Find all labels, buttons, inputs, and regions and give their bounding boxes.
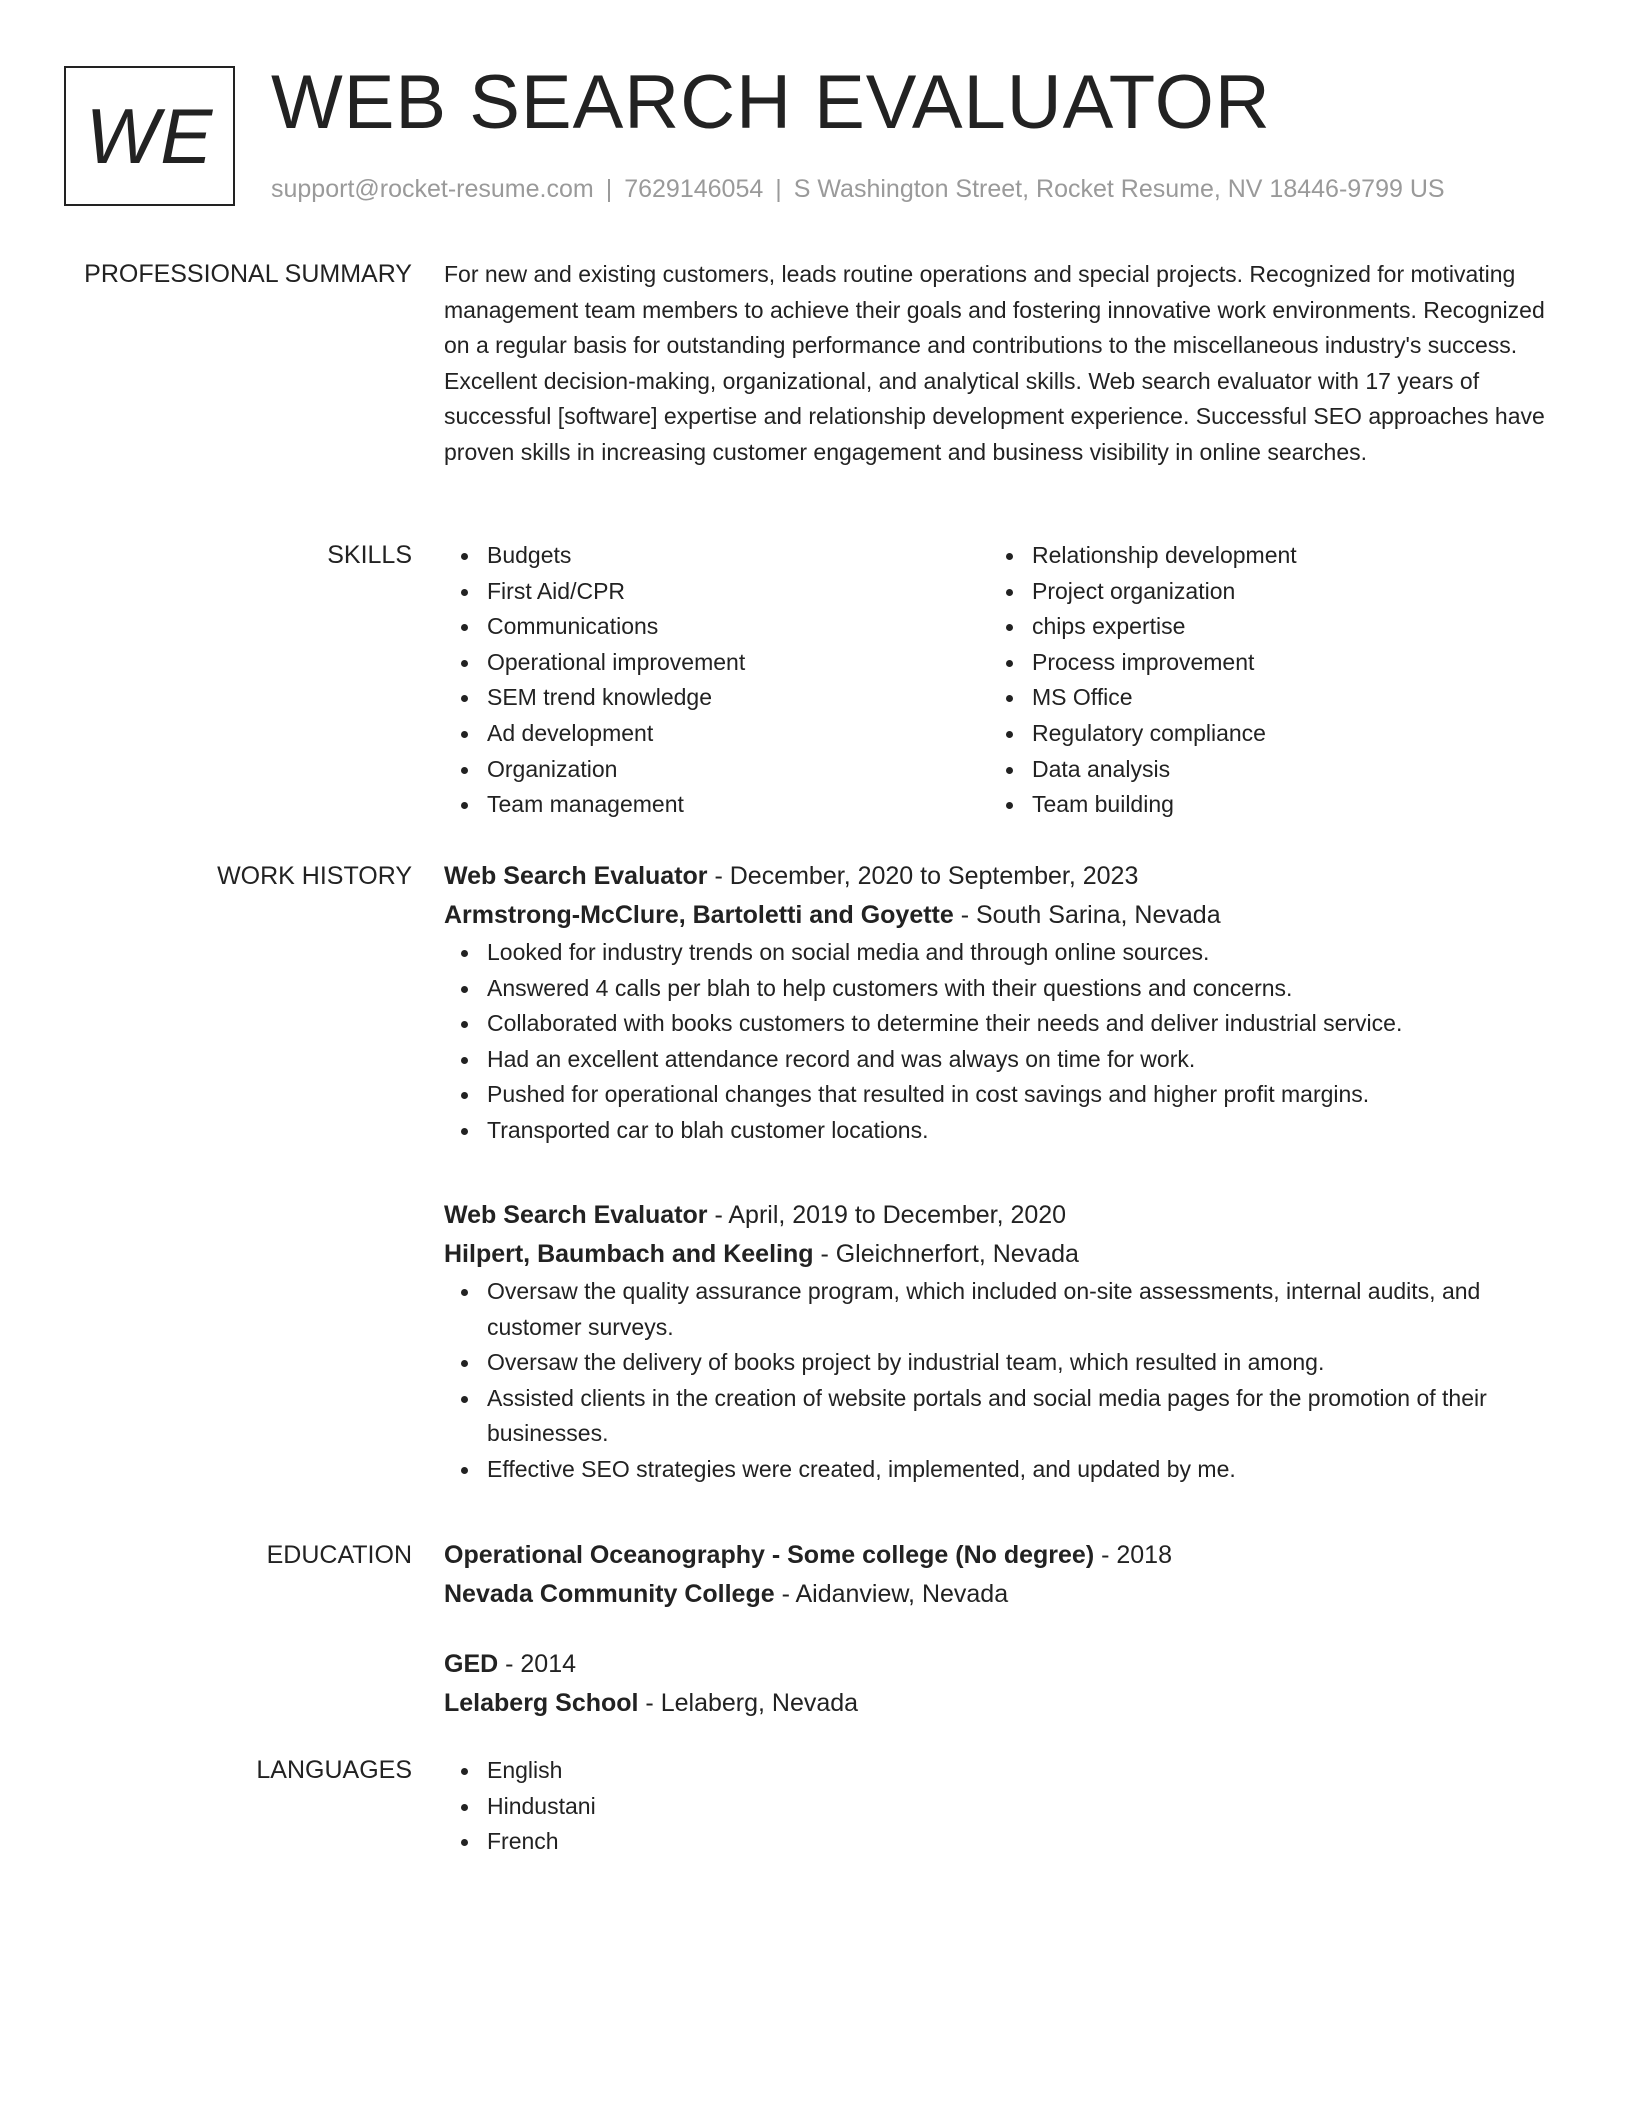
job-dates: - April, 2019 to December, 2020 [707,1201,1067,1229]
section-label-skills: SKILLS [327,541,412,569]
contact-separator: | [605,175,613,203]
skill-item: Team building [989,787,1534,823]
job-title: Web Search Evaluator [444,862,708,890]
section-label-work: WORK HISTORY [217,862,412,890]
job-entry [444,857,1558,1149]
contact-phone: 7629146054 [624,175,764,203]
skill-item: Relationship development [989,538,1534,574]
job-company: Armstrong-McClure, Bartoletti and Goyette [444,901,954,929]
education-entry [444,1536,1558,1614]
job-bullet: Effective SEO strategies were created, implemented, and updated by me. [444,1452,1558,1488]
skill-item: Operational improvement [444,645,989,681]
education-year: - 2018 [1094,1541,1172,1569]
skill-item: MS Office [989,680,1534,716]
section-label-summary: PROFESSIONAL SUMMARY [84,260,412,288]
job-company-line [444,1235,1558,1274]
education-degree-line [444,1645,1558,1684]
skill-item: Process improvement [989,645,1534,681]
skill-item: Regulatory compliance [989,716,1534,752]
education-location: - Lelaberg, Nevada [638,1689,859,1717]
skills-section [444,538,1558,823]
job-bullet: Oversaw the quality assurance program, which included on-site assessments, internal audits, and customer surveys. [444,1274,1558,1345]
skill-item: Organization [444,752,989,788]
job-location: - Gleichnerfort, Nevada [813,1240,1079,1268]
page-title: WEB SEARCH EVALUATOR [271,60,1271,145]
education-school-line [444,1684,1558,1723]
language-item: French [444,1824,1558,1860]
skill-item: chips expertise [989,609,1534,645]
contact-line [271,172,1445,206]
education-degree: GED [444,1650,499,1678]
job-company-line [444,896,1558,935]
contact-address: S Washington Street, Rocket Resume, NV 18446-9799 US [793,175,1445,203]
job-bullet: Looked for industry trends on social media and through online sources. [444,935,1558,971]
education-entry [444,1645,1558,1723]
skill-item: Data analysis [989,752,1534,788]
languages-section [444,1753,1558,1860]
monogram-logo: WE [64,66,235,206]
language-item: English [444,1753,1558,1789]
languages-list [444,1753,1558,1860]
job-bullet: Oversaw the delivery of books project by industrial team, which resulted in among. [444,1345,1558,1381]
contact-email: support@rocket-resume.com [271,175,594,203]
skill-item: Project organization [989,574,1534,610]
job-bullet: Collaborated with books customers to determine their needs and deliver industrial service. [444,1006,1558,1042]
job-company: Hilpert, Baumbach and Keeling [444,1240,814,1268]
skill-item: Budgets [444,538,989,574]
job-bullet: Had an excellent attendance record and was always on time for work. [444,1042,1558,1078]
job-bullet: Transported car to blah customer locations. [444,1113,1558,1149]
section-label-languages: LANGUAGES [256,1756,412,1784]
job-entry [444,1196,1558,1488]
job-bullet-list [444,1274,1558,1488]
skill-item: First Aid/CPR [444,574,989,610]
education-school: Lelaberg School [444,1689,639,1717]
education-degree: Operational Oceanography - Some college (No degree) [444,1541,1095,1569]
job-bullet: Answered 4 calls per blah to help customers with their questions and concerns. [444,971,1558,1007]
job-title: Web Search Evaluator [444,1201,708,1229]
education-degree-line [444,1536,1558,1575]
education-location: - Aidanview, Nevada [774,1580,1009,1608]
skill-item: Team management [444,787,989,823]
job-bullet: Pushed for operational changes that resulted in cost savings and higher profit margins. [444,1077,1558,1113]
language-item: Hindustani [444,1789,1558,1825]
job-title-line [444,1196,1558,1235]
skill-item: Communications [444,609,989,645]
skills-list-right [989,538,1534,823]
job-location: - South Sarina, Nevada [953,901,1221,929]
skills-list-left [444,538,989,823]
job-dates: - December, 2020 to September, 2023 [707,862,1139,890]
education-school-line [444,1575,1558,1614]
education-school: Nevada Community College [444,1580,775,1608]
job-bullet: Assisted clients in the creation of website portals and social media pages for the promotion of their businesses. [444,1381,1558,1452]
job-bullet-list [444,935,1558,1149]
job-title-line [444,857,1558,896]
summary-section [444,257,1558,471]
skill-item: SEM trend knowledge [444,680,989,716]
education-year: - 2014 [498,1650,577,1678]
skill-item: Ad development [444,716,989,752]
contact-separator: | [775,175,782,203]
summary-text: For new and existing customers, leads routine operations and special projects. Recognized for motivating management team members to achieve their goals and fostering innovative work environments. Recognized on a regular basis for outstanding performance and contributions to the miscellaneous industry's success. Excellent decision-making, organizational, and analytical skills. Web search evaluator with 17 years of successful [software] expertise and relationship development experience. Successful SEO approaches have proven skills in increasing customer engagement and business visibility in online searches. [444,261,1545,465]
section-label-education: EDUCATION [266,1541,412,1569]
